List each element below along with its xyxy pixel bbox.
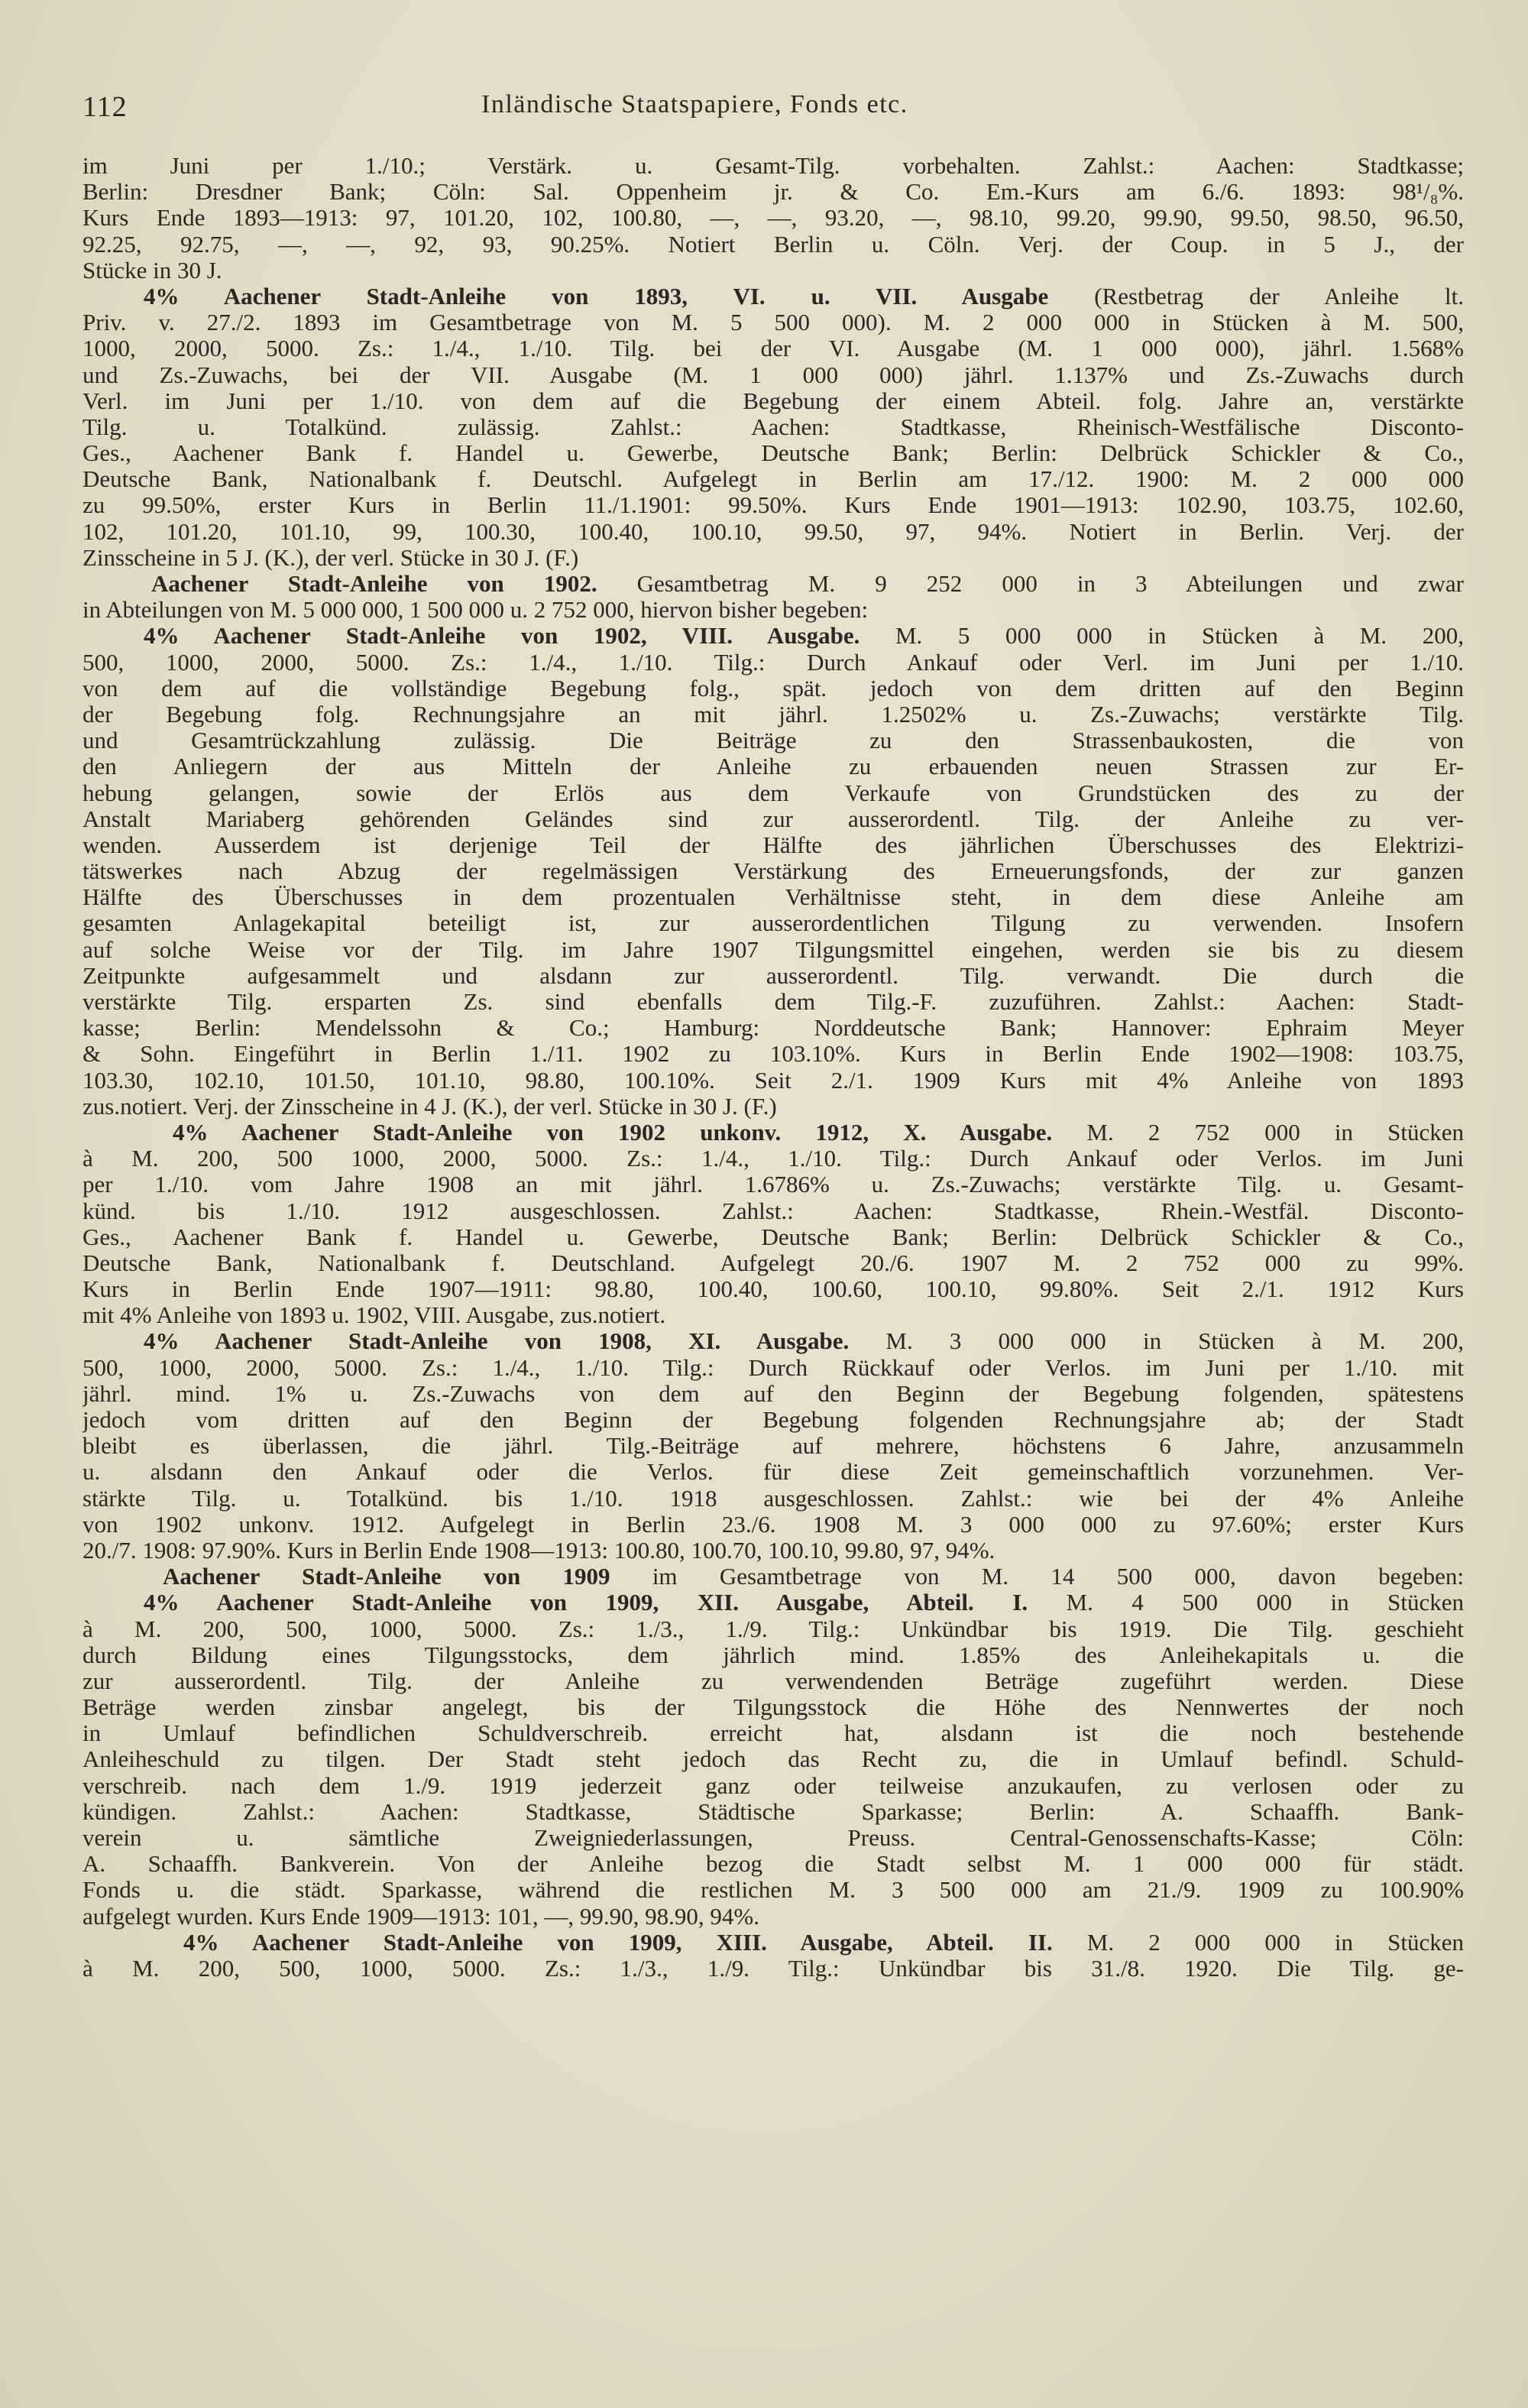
text-line: wenden. Ausserdem ist derjenige Teil der Hälfte des jährlichen Überschusses des Elektrizi- [83,831,1464,858]
entry-title: 4% Aachener Stadt-Anleihe von 1909, XII. Ausgabe, Abteil. I. [144,1590,1028,1616]
text-line: von dem auf die vollständige Begebung folg., spät. jedoch von dem dritten auf den Beginn [83,675,1464,702]
text-line: von 1902 unkonv. 1912. Aufgelegt in Berlin 23./6. 1908 M. 3 000 000 zu 97.60%; erster Kurs [83,1511,1464,1538]
text-line: verein u. sämtliche Zweigniederlassungen, Preuss. Central-Genossenschafts-Kasse; Cöln: [83,1825,1464,1851]
entry-title: 4% Aachener Stadt-Anleihe von 1902 unkonv. 1912, X. Ausgabe. [173,1119,1053,1146]
text-line: kasse; Berlin: Mendelssohn & Co.; Hamburg: Norddeutsche Bank; Hannover: Ephraim Meyer [83,1015,1464,1042]
text-line: kündigen. Zahlst.: Aachen: Stadtkasse, Städtische Sparkasse; Berlin: A. Schaaffh. Bank- [83,1798,1464,1825]
text-line: den Anliegern der aus Mitteln der Anleihe zu erbauenden neuen Strassen zur Er- [83,754,1464,780]
entry-title: 4% Aachener Stadt-Anleihe von 1909, XIII. Ausgabe, Abteil. II. [183,1929,1053,1956]
entry-heading-line: 4% Aachener Stadt-Anleihe von 1909, XII. Ausgabe, Abteil. I. M. 4 500 000 in Stücken [144,1590,1464,1616]
text-line: A. Schaaffh. Bankverein. Von der Anleihe bezog die Stadt selbst M. 1 000 000 für städt. [83,1851,1464,1878]
text-line: durch Bildung eines Tilgungsstocks, dem jährlich mind. 1.85% des Anleihekapitals u. die [83,1642,1464,1668]
text-line: Beträge werden zinsbar angelegt, bis der Tilgungsstock die Höhe des Nennwertes der noch [83,1694,1464,1721]
text-line: à M. 200, 500, 1000, 5000. Zs.: 1./3., 1./9. Tilg.: Unkündbar bis 1919. Die Tilg. geschieht [83,1616,1464,1642]
text-line: per 1./10. vom Jahre 1908 an mit jährl. 1.6786% u. Zs.-Zuwachs; verstärkte Tilg. u. Gesamt- [83,1172,1464,1198]
entry-heading-line: 4% Aachener Stadt-Anleihe von 1893, VI. u. VII. Ausgabe (Restbetrag der Anleihe lt. [144,283,1464,310]
text-line: Hälfte des Überschusses in dem prozentualen Verhältnisse steht, in dem diese Anleihe am [83,884,1464,911]
text-line: Deutsche Bank, Nationalbank f. Deutschl. Aufgelegt in Berlin am 17./12. 1900: M. 2 000 000 [83,466,1464,493]
text-line: Anleiheschuld zu tilgen. Der Stadt steht jedoch das Recht zu, die in Umlauf befindl. Schuld- [83,1746,1464,1773]
text-line: 500, 1000, 2000, 5000. Zs.: 1./4., 1./10. Tilg.: Durch Ankauf oder Verl. im Juni per 1./10. [83,649,1464,676]
text-line: tätswerkes nach Abzug der regelmässigen Verstärkung des Erneuerungsfonds, der zur ganzen [83,858,1464,885]
text-line: 102, 101.20, 101.10, 99, 100.30, 100.40, 100.10, 99.50, 97, 94%. Notiert in Berlin. Verj. der [83,518,1464,545]
text-line: in Umlauf befindlichen Schuldverschreib. erreicht hat, alsdann ist die noch bestehende [83,1720,1464,1747]
text-line: zus.notiert. Verj. der Zinsscheine in 4 J. (K.), der verl. Stücke in 30 J. (F.) [83,1093,777,1120]
text-line: 92.25, 92.75, —, —, 92, 93, 90.25%. Notiert Berlin u. Cöln. Verj. der Coup. in 5 J., der [83,231,1464,258]
text-line: zur ausserordentl. Tilg. der Anleihe zu verwendenden Beträge zugeführt werden. Diese [83,1667,1464,1694]
text-line: Berlin: Dresdner Bank; Cöln: Sal. Oppenheim jr. & Co. Em.-Kurs am 6./6. 1893: 98¹/₈%. [83,179,1464,206]
text-line: Kurs Ende 1893—1913: 97, 101.20, 102, 100.80, —, —, 93.20, —, 98.10, 99.20, 99.90, 99.50, 98.50, 96.50, [83,205,1464,232]
text-line: Deutsche Bank, Nationalbank f. Deutschland. Aufgelegt 20./6. 1907 M. 2 752 000 zu 99%. [83,1249,1464,1276]
entry-heading-line: Aachener Stadt-Anleihe von 1902. Gesamtbetrag M. 9 252 000 in 3 Abteilungen und zwar [151,571,1464,597]
entry-title: 4% Aachener Stadt-Anleihe von 1902, VIII. Ausgabe. [144,623,860,650]
text-line: jedoch vom dritten auf den Beginn der Begebung folgenden Rechnungsjahre ab; der Stadt [83,1407,1464,1433]
text-line: bleibt es überlassen, die jährl. Tilg.-Beiträge auf mehrere, höchstens 6 Jahre, anzusammeln [83,1433,1464,1460]
text-line: jährl. mind. 1% u. Zs.-Zuwachs von dem auf den Beginn der Begebung folgenden, spätestens [83,1380,1464,1407]
entry-heading-line: 4% Aachener Stadt-Anleihe von 1909, XIII. Ausgabe, Abteil. II. M. 2 000 000 in Stücken [183,1929,1464,1956]
text-line: Ges., Aachener Bank f. Handel u. Gewerbe, Deutsche Bank; Berlin: Delbrück Schickler & Co., [83,440,1464,467]
text-line: Fonds u. die städt. Sparkasse, während die restlichen M. 3 500 000 am 21./9. 1909 zu 100.90% [83,1877,1464,1904]
entry-title: Aachener Stadt-Anleihe von 1902. [151,571,597,597]
text-line: auf solche Weise vor der Tilg. im Jahre 1907 Tilgungsmittel eingehen, werden sie bis zu diesem [83,936,1464,963]
text-line: zu 99.50%, erster Kurs in Berlin 11./1.1901: 99.50%. Kurs Ende 1901—1913: 102.90, 103.75, 102.60, [83,492,1464,519]
text-line: Kurs in Berlin Ende 1907—1911: 98.80, 100.40, 100.60, 100.10, 99.80%. Seit 2./1. 1912 Kurs [83,1276,1464,1303]
entry-title: Aachener Stadt-Anleihe von 1909 [163,1564,610,1590]
text-line: 20./7. 1908: 97.90%. Kurs in Berlin Ende 1908—1913: 100.80, 100.70, 100.10, 99.80, 97, 94%. [83,1537,995,1564]
text-line: stärkte Tilg. u. Totalkünd. bis 1./10. 1918 ausgeschlossen. Zahlst.: wie bei der 4% Anleihe [83,1485,1464,1512]
text-line: 500, 1000, 2000, 5000. Zs.: 1./4., 1./10. Tilg.: Durch Rückkauf oder Verlos. im Juni per 1./10. mit [83,1354,1464,1381]
text-line: à M. 200, 500, 1000, 5000. Zs.: 1./3., 1./9. Tilg.: Unkündbar bis 31./8. 1920. Die Tilg. ge- [83,1955,1464,1982]
running-title: Inländische Staatspapiere, Fonds etc. [481,90,908,118]
text-line: à M. 200, 500 1000, 2000, 5000. Zs.: 1./4., 1./10. Tilg.: Durch Ankauf oder Verlos. im Juni [83,1146,1464,1172]
text-line: & Sohn. Eingeführt in Berlin 1./11. 1902 zu 103.10%. Kurs in Berlin Ende 1902—1908: 103.75, [83,1041,1464,1068]
text-line: 1000, 2000, 5000. Zs.: 1./4., 1./10. Tilg. bei der VI. Ausgabe (M. 1 000 000), jährl. 1.568% [83,335,1464,362]
entry-heading-line: 4% Aachener Stadt-Anleihe von 1902, VIII. Ausgabe. M. 5 000 000 in Stücken à M. 200, [144,623,1464,650]
text-line: in Abteilungen von M. 5 000 000, 1 500 000 u. 2 752 000, hiervon bisher begeben: [83,597,869,624]
page-number: 112 [83,91,128,123]
text-line: 103.30, 102.10, 101.50, 101.10, 98.80, 100.10%. Seit 2./1. 1909 Kurs mit 4% Anleihe von 1893 [83,1067,1464,1094]
body-text [83,153,1464,1982]
text-line: im Juni per 1./10.; Verstärk. u. Gesamt-Tilg. vorbehalten. Zahlst.: Aachen: Stadtkasse; [83,153,1464,179]
text-line: Zinsscheine in 5 J. (K.), der verl. Stücke in 30 J. (F.) [83,544,579,571]
text-line: u. alsdann den Ankauf oder die Verlos. für diese Zeit gemeinschaftlich vorzunehmen. Ver- [83,1459,1464,1486]
text-line: Ges., Aachener Bank f. Handel u. Gewerbe, Deutsche Bank; Berlin: Delbrück Schickler & Co., [83,1223,1464,1250]
entry-heading-line: 4% Aachener Stadt-Anleihe von 1908, XI. Ausgabe. M. 3 000 000 in Stücken à M. 200, [144,1328,1464,1355]
text-line: Anstalt Mariaberg gehörenden Geländes sind zur ausserordentl. Tilg. der Anleihe zu ver- [83,805,1464,832]
text-line: mit 4% Anleihe von 1893 u. 1902, VIII. Ausgabe, zus.notiert. [83,1302,666,1329]
entry-title: 4% Aachener Stadt-Anleihe von 1908, XI. Ausgabe. [144,1328,850,1355]
text-line: aufgelegt wurden. Kurs Ende 1909—1913: 101, —, 99.90, 98.90, 94%. [83,1903,759,1930]
text-line: künd. bis 1./10. 1912 ausgeschlossen. Zahlst.: Aachen: Stadtkasse, Rhein.-Westfäl. Disconto- [83,1198,1464,1224]
text-line: und Zs.-Zuwachs, bei der VII. Ausgabe (M. 1 000 000) jährl. 1.137% und Zs.-Zuwachs durch [83,361,1464,388]
text-line: Tilg. u. Totalkünd. zulässig. Zahlst.: Aachen: Stadtkasse, Rheinisch-Westfälische Disconto- [83,413,1464,440]
text-line: gesamten Anlagekapital beteiligt ist, zur ausserordentlichen Tilgung zu verwenden. Insofern [83,910,1464,937]
entry-title: 4% Aachener Stadt-Anleihe von 1893, VI. u. VII. Ausgabe [144,283,1049,310]
text-line: verstärkte Tilg. ersparten Zs. sind ebenfalls dem Tilg.-F. zuzuführen. Zahlst.: Aachen: Stadt- [83,989,1464,1015]
text-line: Priv. v. 27./2. 1893 im Gesamtbetrage von M. 5 500 000). M. 2 000 000 in Stücken à M. 500, [83,310,1464,336]
text-line: verschreib. nach dem 1./9. 1919 jederzeit ganz oder teilweise anzukaufen, zu verlosen oder zu [83,1772,1464,1799]
text-line: Zeitpunkte aufgesammelt und alsdann zur ausserordentl. Tilg. verwandt. Die durch die [83,962,1464,989]
text-line: Stücke in 30 J. [83,257,222,284]
entry-heading-line: Aachener Stadt-Anleihe von 1909 im Gesamtbetrage von M. 14 500 000, davon begeben: [163,1564,1464,1590]
text-line: und Gesamtrückzahlung zulässig. Die Beiträge zu den Strassenbaukosten, die von [83,728,1464,754]
text-line: der Begebung folg. Rechnungsjahre an mit jährl. 1.2502% u. Zs.-Zuwachs; verstärkte Tilg. [83,701,1464,728]
entry-heading-line: 4% Aachener Stadt-Anleihe von 1902 unkonv. 1912, X. Ausgabe. M. 2 752 000 in Stücken [173,1119,1464,1146]
text-line: hebung gelangen, sowie der Erlös aus dem Verkaufe von Grundstücken des zu der [83,779,1464,806]
text-line: Verl. im Juni per 1./10. von dem auf die Begebung der einem Abteil. folg. Jahre an, verstärkte [83,387,1464,414]
